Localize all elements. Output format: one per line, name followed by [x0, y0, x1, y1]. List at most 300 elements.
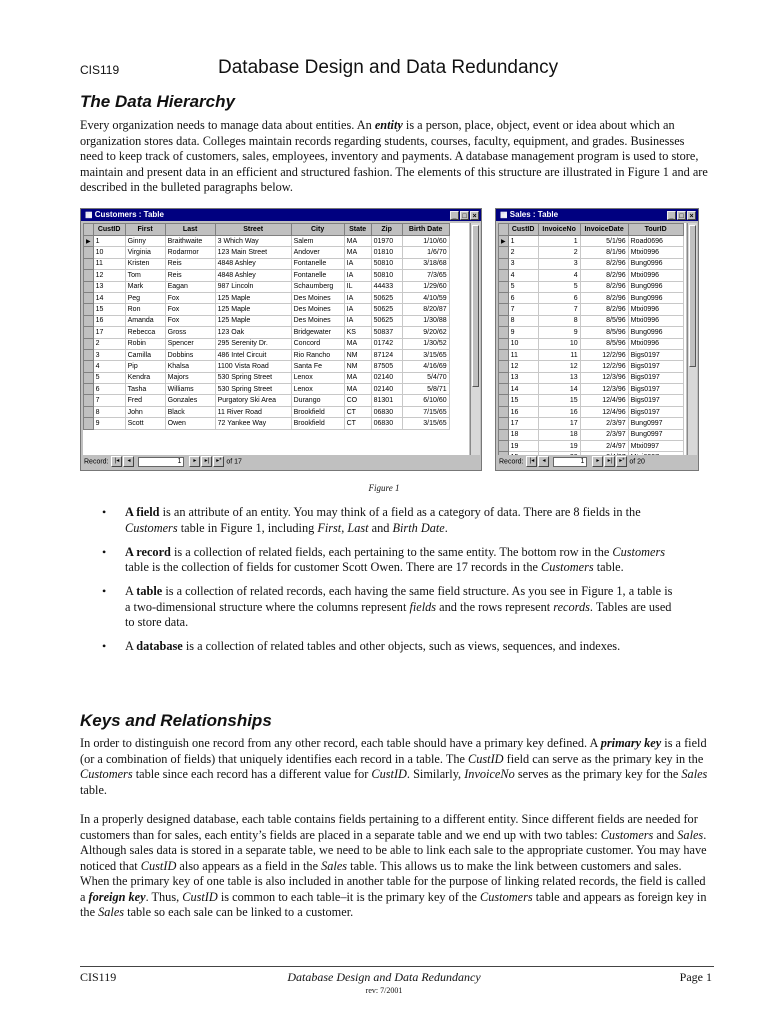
table-cell[interactable]: 5 [538, 281, 580, 292]
table-cell[interactable]: 8/1/96 [580, 247, 628, 258]
table-row[interactable] [499, 349, 684, 360]
row-selector[interactable] [84, 418, 94, 429]
row-selector[interactable] [84, 304, 94, 315]
table-cell[interactable]: 1/30/52 [402, 338, 449, 349]
column-header[interactable]: Zip [371, 224, 402, 236]
table-cell[interactable]: 9/20/62 [402, 327, 449, 338]
table-row[interactable] [499, 338, 684, 349]
table-row[interactable] [499, 281, 684, 292]
table-cell[interactable]: Schaumberg [291, 281, 344, 292]
table-cell[interactable]: 18 [538, 429, 580, 440]
table-cell[interactable]: 125 Maple [215, 292, 291, 303]
table-cell[interactable]: 15 [93, 304, 125, 315]
column-header[interactable]: InvoiceNo [538, 224, 580, 236]
table-cell[interactable]: Bridgewater [291, 327, 344, 338]
row-selector[interactable] [499, 247, 509, 258]
table-cell[interactable]: 17 [93, 327, 125, 338]
table-row[interactable] [499, 429, 684, 440]
row-selector[interactable] [84, 338, 94, 349]
table-cell[interactable]: 7/15/65 [402, 406, 449, 417]
table-cell[interactable]: 1100 Vista Road [215, 361, 291, 372]
table-cell[interactable]: Gross [165, 327, 215, 338]
row-selector[interactable] [84, 258, 94, 269]
table-cell[interactable]: 9 [508, 327, 538, 338]
table-cell[interactable]: 01970 [371, 236, 402, 247]
table-cell[interactable]: Fox [165, 304, 215, 315]
table-cell[interactable]: Bigs0197 [628, 384, 683, 395]
table-row[interactable] [84, 384, 450, 395]
table-row[interactable] [84, 281, 450, 292]
table-cell[interactable]: 2/3/97 [580, 418, 628, 429]
column-header[interactable]: CustID [508, 224, 538, 236]
table-cell[interactable]: Bigs0197 [628, 406, 683, 417]
table-cell[interactable]: 06830 [371, 418, 402, 429]
column-header[interactable]: Street [215, 224, 291, 236]
table-cell[interactable]: Tasha [125, 384, 165, 395]
customers-window-titlebar[interactable] [81, 209, 481, 221]
table-cell[interactable]: 12/3/96 [580, 372, 628, 383]
table-cell[interactable]: MA [344, 372, 371, 383]
table-cell[interactable]: 10 [93, 247, 125, 258]
table-cell[interactable]: 17 [538, 418, 580, 429]
table-cell[interactable]: 13 [508, 372, 538, 383]
table-cell[interactable]: 72 Yankee Way [215, 418, 291, 429]
table-cell[interactable]: Scott [125, 418, 165, 429]
table-cell[interactable]: 3 Which Way [215, 236, 291, 247]
table-row[interactable] [84, 338, 450, 349]
table-cell[interactable]: 295 Serenity Dr. [215, 338, 291, 349]
table-cell[interactable]: Fontanelle [291, 258, 344, 269]
column-header[interactable]: CustID [93, 224, 125, 236]
table-cell[interactable]: 6 [508, 292, 538, 303]
table-cell[interactable]: 11 [508, 349, 538, 360]
new-record-icon[interactable]: ▸* [213, 456, 224, 467]
table-cell[interactable]: 2 [93, 338, 125, 349]
row-selector[interactable] [84, 372, 94, 383]
row-selector[interactable] [499, 441, 509, 452]
row-selector[interactable]: ▶ [499, 236, 509, 247]
table-row[interactable] [84, 258, 450, 269]
table-cell[interactable] [580, 452, 628, 455]
table-cell[interactable]: Lenox [291, 384, 344, 395]
last-record-icon[interactable]: ▸| [604, 456, 615, 467]
table-row[interactable] [84, 292, 450, 303]
table-cell[interactable]: NM [344, 349, 371, 360]
table-cell[interactable]: CT [344, 418, 371, 429]
table-cell[interactable]: IA [344, 315, 371, 326]
new-record-icon[interactable]: ▸* [616, 456, 627, 467]
table-row[interactable] [499, 236, 684, 247]
table-cell[interactable]: 1 [508, 236, 538, 247]
table-cell[interactable]: Fox [165, 292, 215, 303]
table-cell[interactable]: 8/2/96 [580, 281, 628, 292]
table-row[interactable] [499, 258, 684, 269]
table-cell[interactable]: 06830 [371, 406, 402, 417]
table-cell[interactable] [538, 452, 580, 455]
column-header[interactable]: City [291, 224, 344, 236]
table-cell[interactable]: 15 [538, 395, 580, 406]
column-header[interactable]: State [344, 224, 371, 236]
row-selector[interactable]: ▶ [84, 236, 94, 247]
table-cell[interactable]: 87505 [371, 361, 402, 372]
table-cell[interactable]: 6/10/60 [402, 395, 449, 406]
scroll-thumb[interactable] [472, 225, 479, 387]
table-cell[interactable]: Bung0996 [628, 327, 683, 338]
table-cell[interactable]: Kristen [125, 258, 165, 269]
table-cell[interactable]: Fred [125, 395, 165, 406]
table-cell[interactable]: 5 [93, 372, 125, 383]
table-row[interactable] [499, 292, 684, 303]
column-header[interactable]: InvoiceDate [580, 224, 628, 236]
table-cell[interactable]: 02140 [371, 384, 402, 395]
table-cell[interactable]: KS [344, 327, 371, 338]
next-record-icon[interactable]: ▸ [592, 456, 603, 467]
table-cell[interactable]: 123 Oak [215, 327, 291, 338]
table-cell[interactable]: 3/15/65 [402, 349, 449, 360]
table-cell[interactable]: Bigs0197 [628, 361, 683, 372]
table-cell[interactable]: MA [344, 236, 371, 247]
table-cell[interactable]: Camilla [125, 349, 165, 360]
table-cell[interactable]: Robin [125, 338, 165, 349]
table-cell[interactable]: 8/2/96 [580, 258, 628, 269]
row-selector[interactable] [499, 429, 509, 440]
table-cell[interactable]: Bung0997 [628, 418, 683, 429]
table-cell[interactable]: 13 [93, 281, 125, 292]
table-cell[interactable]: Reis [165, 258, 215, 269]
row-selector[interactable] [84, 270, 94, 281]
table-cell[interactable]: 11 [538, 349, 580, 360]
table-cell[interactable]: 01742 [371, 338, 402, 349]
table-cell[interactable]: 125 Maple [215, 315, 291, 326]
table-cell[interactable]: Mtxi0996 [628, 247, 683, 258]
table-cell[interactable]: 50625 [371, 304, 402, 315]
table-row[interactable] [84, 327, 450, 338]
table-row[interactable] [84, 315, 450, 326]
table-cell[interactable]: 7 [508, 304, 538, 315]
customers-vertical-scrollbar[interactable] [470, 223, 480, 455]
table-cell[interactable]: Rebecca [125, 327, 165, 338]
table-cell[interactable]: 8/20/87 [402, 304, 449, 315]
table-row[interactable] [499, 247, 684, 258]
table-cell[interactable]: 8 [93, 406, 125, 417]
row-selector[interactable] [84, 281, 94, 292]
table-cell[interactable]: Des Moines [291, 315, 344, 326]
table-cell[interactable]: 8 [508, 315, 538, 326]
row-selector[interactable] [84, 349, 94, 360]
table-cell[interactable]: Khalsa [165, 361, 215, 372]
table-cell[interactable]: 3/15/65 [402, 418, 449, 429]
table-cell[interactable]: 7/3/65 [402, 270, 449, 281]
table-cell[interactable]: 125 Maple [215, 304, 291, 315]
table-cell[interactable]: Lenox [291, 372, 344, 383]
first-record-icon[interactable]: |◂ [526, 456, 537, 467]
table-cell[interactable]: 16 [538, 406, 580, 417]
table-cell[interactable]: Reis [165, 270, 215, 281]
close-icon[interactable]: × [470, 211, 479, 220]
maximize-icon[interactable]: □ [677, 211, 686, 220]
sales-vertical-scrollbar[interactable] [687, 223, 697, 455]
table-cell[interactable]: 12/2/96 [580, 349, 628, 360]
table-cell[interactable]: 8/2/96 [580, 292, 628, 303]
table-cell[interactable]: 50810 [371, 258, 402, 269]
table-cell[interactable]: 1/10/60 [402, 236, 449, 247]
table-cell[interactable]: 1/30/88 [402, 315, 449, 326]
table-row[interactable] [84, 304, 450, 315]
table-cell[interactable]: 10 [538, 338, 580, 349]
minimize-icon[interactable]: _ [450, 211, 459, 220]
row-selector[interactable] [84, 395, 94, 406]
column-header[interactable]: Last [165, 224, 215, 236]
table-row[interactable] [499, 395, 684, 406]
table-cell[interactable]: 1/6/70 [402, 247, 449, 258]
table-cell[interactable]: 1/29/60 [402, 281, 449, 292]
table-cell[interactable]: 50625 [371, 292, 402, 303]
table-cell[interactable]: 6 [93, 384, 125, 395]
close-icon[interactable]: × [687, 211, 696, 220]
table-cell[interactable]: 10 [508, 338, 538, 349]
table-row[interactable] [84, 236, 450, 247]
table-cell[interactable]: Brookfield [291, 406, 344, 417]
table-cell[interactable]: Tom [125, 270, 165, 281]
table-cell[interactable]: 3 [93, 349, 125, 360]
row-selector[interactable] [499, 452, 509, 455]
table-cell[interactable]: 4 [508, 270, 538, 281]
table-cell[interactable]: Rio Rancho [291, 349, 344, 360]
table-cell[interactable]: Bigs0197 [628, 395, 683, 406]
row-selector[interactable] [84, 384, 94, 395]
table-cell[interactable]: Mtxi0996 [628, 315, 683, 326]
table-cell[interactable]: 9 [93, 418, 125, 429]
table-cell[interactable]: 81301 [371, 395, 402, 406]
table-cell[interactable]: Owen [165, 418, 215, 429]
table-row[interactable] [84, 406, 450, 417]
table-cell[interactable]: 530 Spring Street [215, 384, 291, 395]
table-cell[interactable]: Road0696 [628, 236, 683, 247]
table-cell[interactable]: 18 [508, 429, 538, 440]
column-header[interactable]: TourID [628, 224, 683, 236]
table-cell[interactable]: Peg [125, 292, 165, 303]
last-record-icon[interactable]: ▸| [201, 456, 212, 467]
table-cell[interactable]: 4/16/69 [402, 361, 449, 372]
table-cell[interactable]: IA [344, 304, 371, 315]
table-cell[interactable]: Virginia [125, 247, 165, 258]
record-number-field[interactable]: 1 [138, 457, 184, 467]
row-selector[interactable] [499, 270, 509, 281]
table-row[interactable] [499, 418, 684, 429]
table-cell[interactable]: Bigs0197 [628, 372, 683, 383]
table-cell[interactable]: 7 [538, 304, 580, 315]
minimize-icon[interactable]: _ [667, 211, 676, 220]
sales-window-titlebar[interactable] [496, 209, 698, 221]
table-cell[interactable]: IL [344, 281, 371, 292]
table-cell[interactable]: 5 [508, 281, 538, 292]
table-cell[interactable]: CT [344, 406, 371, 417]
table-cell[interactable]: Purgatory Ski Area [215, 395, 291, 406]
table-cell[interactable]: Bigs0197 [628, 349, 683, 360]
table-cell[interactable]: 8/2/96 [580, 304, 628, 315]
table-cell[interactable]: 6 [538, 292, 580, 303]
table-cell[interactable]: 3 [538, 258, 580, 269]
row-selector[interactable] [499, 384, 509, 395]
row-selector[interactable] [84, 361, 94, 372]
first-record-icon[interactable]: |◂ [111, 456, 122, 467]
table-cell[interactable]: CO [344, 395, 371, 406]
table-cell[interactable]: 2/3/97 [580, 429, 628, 440]
table-cell[interactable]: Dobbins [165, 349, 215, 360]
table-cell[interactable]: 16 [93, 315, 125, 326]
row-selector[interactable] [499, 372, 509, 383]
row-selector[interactable] [84, 315, 94, 326]
row-selector[interactable] [499, 361, 509, 372]
table-cell[interactable]: Williams [165, 384, 215, 395]
table-cell[interactable]: 87124 [371, 349, 402, 360]
row-selector[interactable] [499, 304, 509, 315]
table-cell[interactable]: 1 [538, 236, 580, 247]
table-cell[interactable]: Bung0996 [628, 292, 683, 303]
maximize-icon[interactable]: □ [460, 211, 469, 220]
table-cell[interactable]: 8/5/96 [580, 315, 628, 326]
table-row[interactable] [499, 270, 684, 281]
table-cell[interactable]: 12/3/96 [580, 384, 628, 395]
row-selector[interactable] [499, 406, 509, 417]
scroll-thumb[interactable] [689, 225, 696, 367]
table-cell[interactable]: Durango [291, 395, 344, 406]
table-row[interactable] [499, 361, 684, 372]
table-cell[interactable]: Eagan [165, 281, 215, 292]
table-cell[interactable]: IA [344, 292, 371, 303]
table-row[interactable] [499, 372, 684, 383]
table-cell[interactable]: Fontanelle [291, 270, 344, 281]
table-cell[interactable]: Mark [125, 281, 165, 292]
next-record-icon[interactable]: ▸ [189, 456, 200, 467]
table-cell[interactable]: Braithwaite [165, 236, 215, 247]
table-cell[interactable]: 2 [538, 247, 580, 258]
table-cell[interactable]: 5/4/70 [402, 372, 449, 383]
table-cell[interactable]: 12/2/96 [580, 361, 628, 372]
table-row[interactable] [499, 452, 684, 455]
table-cell[interactable]: Des Moines [291, 292, 344, 303]
row-selector[interactable] [499, 395, 509, 406]
table-cell[interactable]: Kendra [125, 372, 165, 383]
table-cell[interactable]: 16 [508, 406, 538, 417]
row-selector[interactable] [499, 292, 509, 303]
table-cell[interactable]: 14 [508, 384, 538, 395]
table-cell[interactable]: Spencer [165, 338, 215, 349]
table-cell[interactable]: 19 [508, 441, 538, 452]
table-row[interactable] [499, 384, 684, 395]
table-cell[interactable]: 12 [93, 270, 125, 281]
table-row[interactable] [499, 441, 684, 452]
table-row[interactable] [84, 270, 450, 281]
table-cell[interactable]: 8/5/96 [580, 327, 628, 338]
table-cell[interactable]: 5/1/96 [580, 236, 628, 247]
table-cell[interactable]: 8/2/96 [580, 270, 628, 281]
table-cell[interactable]: Andover [291, 247, 344, 258]
table-cell[interactable]: 12/4/96 [580, 406, 628, 417]
previous-record-icon[interactable]: ◂ [538, 456, 549, 467]
table-cell[interactable]: 4848 Ashley [215, 270, 291, 281]
table-cell[interactable]: 5/8/71 [402, 384, 449, 395]
table-cell[interactable]: 12/4/96 [580, 395, 628, 406]
table-cell[interactable]: Salem [291, 236, 344, 247]
table-cell[interactable]: 12 [538, 361, 580, 372]
table-cell[interactable]: Amanda [125, 315, 165, 326]
table-cell[interactable]: Fox [165, 315, 215, 326]
table-cell[interactable]: Gonzales [165, 395, 215, 406]
table-cell[interactable]: Mtxi0997 [628, 441, 683, 452]
table-cell[interactable]: MA [344, 338, 371, 349]
table-cell[interactable]: 02140 [371, 372, 402, 383]
table-cell[interactable]: 987 Lincoln [215, 281, 291, 292]
table-row[interactable] [84, 372, 450, 383]
table-cell[interactable]: 13 [538, 372, 580, 383]
table-cell[interactable]: 19 [538, 441, 580, 452]
table-cell[interactable]: 7 [93, 395, 125, 406]
table-cell[interactable]: Ginny [125, 236, 165, 247]
table-cell[interactable]: Bung0996 [628, 258, 683, 269]
record-number-field[interactable]: 1 [553, 457, 587, 467]
column-header[interactable]: Birth Date [402, 224, 449, 236]
table-cell[interactable]: John [125, 406, 165, 417]
table-cell[interactable]: Brookfield [291, 418, 344, 429]
row-selector[interactable] [84, 327, 94, 338]
row-selector[interactable] [499, 315, 509, 326]
table-row[interactable] [84, 418, 450, 429]
previous-record-icon[interactable]: ◂ [123, 456, 134, 467]
table-row[interactable] [84, 361, 450, 372]
table-cell[interactable]: Mtxi0996 [628, 270, 683, 281]
table-cell[interactable]: 11 [93, 258, 125, 269]
table-cell[interactable]: Santa Fe [291, 361, 344, 372]
table-cell[interactable]: Mtxi0996 [628, 304, 683, 315]
table-cell[interactable]: 11 River Road [215, 406, 291, 417]
table-cell[interactable]: 2/4/97 [580, 441, 628, 452]
table-cell[interactable]: Ron [125, 304, 165, 315]
table-cell[interactable]: 14 [93, 292, 125, 303]
table-cell[interactable]: Des Moines [291, 304, 344, 315]
table-cell[interactable]: Majors [165, 372, 215, 383]
table-cell[interactable]: 01810 [371, 247, 402, 258]
table-cell[interactable]: 4/10/59 [402, 292, 449, 303]
table-row[interactable] [84, 247, 450, 258]
column-header[interactable]: First [125, 224, 165, 236]
table-cell[interactable]: 50837 [371, 327, 402, 338]
table-cell[interactable]: Rodarmor [165, 247, 215, 258]
table-cell[interactable]: Bung0996 [628, 281, 683, 292]
table-cell[interactable]: Pip [125, 361, 165, 372]
table-cell[interactable]: 50625 [371, 315, 402, 326]
table-cell[interactable]: 12 [508, 361, 538, 372]
table-cell[interactable]: 14 [538, 384, 580, 395]
row-selector[interactable] [84, 247, 94, 258]
table-cell[interactable] [628, 452, 683, 455]
table-cell[interactable]: 17 [508, 418, 538, 429]
table-cell[interactable]: 8 [538, 315, 580, 326]
table-cell[interactable]: 44433 [371, 281, 402, 292]
table-cell[interactable]: Concord [291, 338, 344, 349]
table-cell[interactable]: Bung0997 [628, 429, 683, 440]
table-cell[interactable] [508, 452, 538, 455]
row-selector[interactable] [499, 281, 509, 292]
row-selector[interactable] [84, 406, 94, 417]
table-cell[interactable]: 15 [508, 395, 538, 406]
table-cell[interactable]: MA [344, 384, 371, 395]
table-cell[interactable]: 3/18/68 [402, 258, 449, 269]
row-selector[interactable] [499, 338, 509, 349]
table-cell[interactable]: IA [344, 258, 371, 269]
table-cell[interactable]: 50810 [371, 270, 402, 281]
row-selector[interactable] [499, 349, 509, 360]
